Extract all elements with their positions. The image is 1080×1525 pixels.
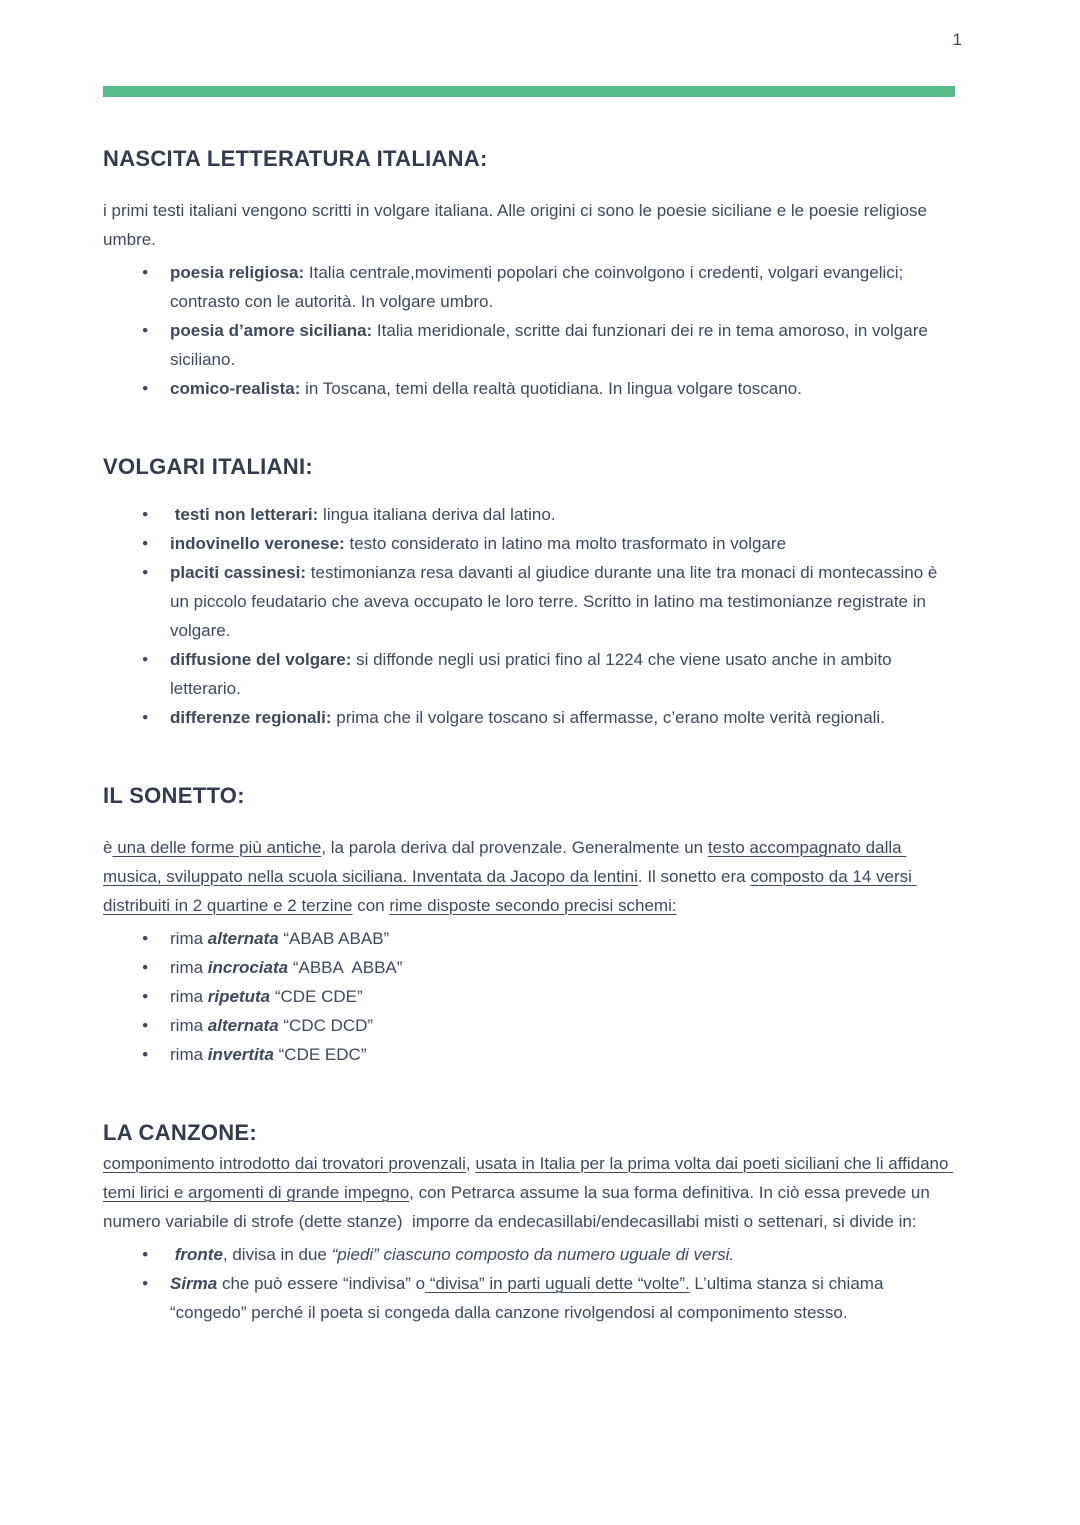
list-item <box>103 529 955 558</box>
text-run: composto da 14 versi distribuiti in 2 quartine e 2 terzine <box>103 867 917 915</box>
section-la-canzone <box>103 1119 955 1327</box>
text-run: placiti cassinesi: <box>170 563 307 582</box>
list-item <box>103 500 955 529</box>
text-run: una delle forme più antiche <box>112 838 322 857</box>
text-run: rime disposte secondo precisi schemi: <box>389 896 677 915</box>
page-number: 1 <box>952 30 962 49</box>
text-run: , la parola deriva dal provenzale. Generalmente un <box>321 838 708 857</box>
text-run: incrociata <box>207 958 289 977</box>
text-run: Sirma <box>170 1274 218 1293</box>
text-run: lingua italiana deriva dal latino. <box>318 505 556 524</box>
text-run: poesia religiosa: <box>170 263 305 282</box>
accent-bar <box>103 86 955 97</box>
text-run: prima che il volgare toscano si affermasse, c’erano molte verità regionali. <box>331 708 885 727</box>
list-item <box>103 1011 955 1040</box>
text-run: rima <box>170 958 208 977</box>
bullet-list <box>103 258 955 403</box>
text-run: Italia centrale,movimenti popolari che coinvolgono i credenti, volgari evangelici; contrasto con le autorità. In volgare umbro. <box>170 263 909 311</box>
text-run: “ABBA ABBA” <box>288 958 403 977</box>
list-item <box>103 982 955 1011</box>
text-run: “CDE EDC” <box>273 1045 367 1064</box>
text-run: testo considerato in latino ma molto trasformato in volgare <box>344 534 787 553</box>
section-heading: LA CANZONE: <box>103 1120 258 1145</box>
bullet-list <box>103 1240 955 1327</box>
list-item <box>103 924 955 953</box>
text-run: “CDE CDE” <box>270 987 363 1006</box>
text-run: “ABAB ABAB” <box>278 929 390 948</box>
document-content <box>103 97 955 1327</box>
text-run: i primi testi italiani vengono scritti in volgare italiana. Alle origini ci sono le poesie siciliane e le poesie religiose umbre. <box>103 201 932 249</box>
list-item <box>103 1269 955 1327</box>
text-run: Italia meridionale, scritte dai funzionari dei re in tema amoroso, in volgare siciliano. <box>170 321 933 369</box>
intro-paragraph <box>103 196 955 254</box>
text-run: indovinello veronese: <box>170 534 345 553</box>
text-run: testi non letterari: <box>170 505 319 524</box>
text-run: alternata <box>207 1016 279 1035</box>
list-item <box>103 258 955 316</box>
list-item <box>103 645 955 703</box>
section-heading: NASCITA LETTERATURA ITALIANA: <box>103 146 488 171</box>
text-run: è <box>103 838 113 857</box>
text-run: diffusione del volgare: <box>170 650 352 669</box>
list-item <box>103 558 955 645</box>
list-item <box>103 316 955 374</box>
list-item <box>103 374 955 403</box>
text-run: differenze regionali: <box>170 708 332 727</box>
text-run: “CDC DCD” <box>278 1016 374 1035</box>
text-run: rima <box>170 1016 208 1035</box>
bullet-list <box>103 500 955 732</box>
text-run: . Il sonetto era <box>637 867 751 886</box>
section-volgari-italiani <box>103 453 955 732</box>
bullet-list <box>103 924 955 1069</box>
section-heading: IL SONETTO: <box>103 783 245 808</box>
text-run: si diffonde negli usi pratici fino al 1224 che viene usato anche in ambito letterario. <box>170 650 897 698</box>
text-run: ripetuta <box>207 987 271 1006</box>
text-run: comico-realista: <box>170 379 301 398</box>
text-run: che può essere “indivisa” o <box>217 1274 426 1293</box>
intro-paragraph <box>103 833 955 920</box>
text-run: invertita <box>207 1045 274 1064</box>
text-run: componimento introdotto dai trovatori provenzali <box>103 1154 466 1173</box>
text-run: fronte <box>174 1245 223 1264</box>
text-run: rima <box>170 929 208 948</box>
text-run: , <box>465 1154 476 1173</box>
intro-paragraph <box>103 1149 955 1236</box>
section-nascita-letteratura <box>103 145 955 403</box>
list-item <box>103 703 955 732</box>
list-item <box>103 1240 955 1269</box>
text-run: testo accompagnato dalla musica, sviluppato nella scuola siciliana. Inventata da Jacopo da lentini <box>103 838 907 886</box>
text-run: rima <box>170 987 208 1006</box>
text-run: alternata <box>207 929 279 948</box>
text-run: usata in Italia per la prima volta dai poeti siciliani che li affidano temi lirici e argomenti di grande impegno <box>103 1154 954 1202</box>
text-run: in Toscana, temi della realtà quotidiana. In lingua volgare toscano. <box>300 379 802 398</box>
text-run: , divisa in due <box>222 1245 332 1264</box>
text-run: , con Petrarca assume la sua forma definitiva. In ciò essa prevede un numero variabile di strofe (dette stanze) imporre da endecasillabi/endecasillabi misti o settenari, si divide in: <box>103 1183 935 1231</box>
text-run: “piedi” ciascuno composto da numero uguale di versi. <box>331 1245 735 1264</box>
section-heading: VOLGARI ITALIANI: <box>103 454 314 479</box>
text-run: rima <box>170 1045 208 1064</box>
list-item <box>103 1040 955 1069</box>
text-run: L’ultima stanza si chiama “congedo” perché il poeta si congeda dalla canzone rivolgendosi al componimento stesso. <box>170 1274 889 1322</box>
text-run: poesia d’amore siciliana: <box>170 321 373 340</box>
section-il-sonetto <box>103 782 955 1069</box>
text-run: con <box>352 896 390 915</box>
list-item <box>103 953 955 982</box>
text-run: “divisa” in parti uguali dette “volte”. <box>425 1274 690 1293</box>
text-run: testimonianza resa davanti al giudice durante una lite tra monaci di montecassino è un piccolo feudatario che aveva occupato le loro terre. Scritto in latino ma testimonianze registrate in volgare. <box>170 563 943 640</box>
